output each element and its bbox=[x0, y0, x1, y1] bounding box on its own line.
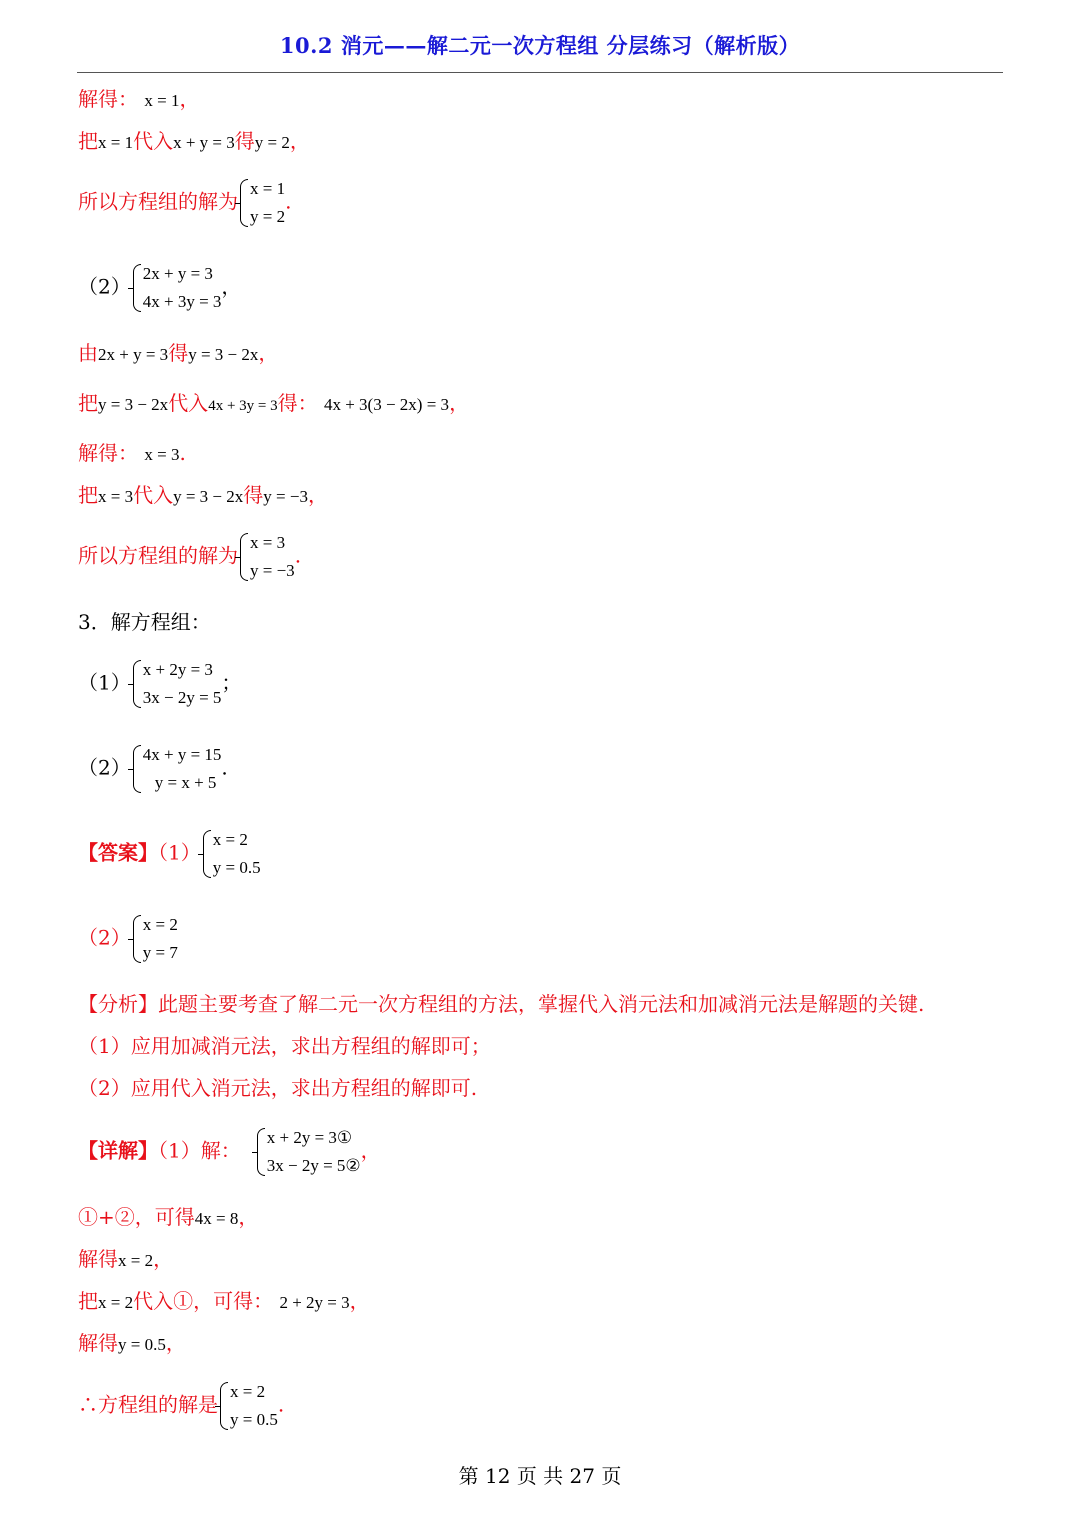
text: 由 bbox=[78, 341, 98, 365]
detail-line bbox=[78, 1124, 381, 1180]
punct: ， bbox=[307, 483, 328, 507]
equation: x = 1 bbox=[250, 179, 286, 198]
text: 把 bbox=[78, 1289, 98, 1313]
math: x = 3 bbox=[98, 487, 134, 506]
final-solution-line bbox=[78, 1378, 284, 1434]
problem-3-title bbox=[78, 608, 211, 636]
solution-line-1 bbox=[78, 175, 291, 231]
equation-system bbox=[201, 826, 261, 882]
punct: ， bbox=[165, 1331, 186, 1355]
text: 代入 bbox=[168, 391, 209, 415]
text: 代入①，可得： bbox=[133, 1289, 274, 1313]
text: 代入 bbox=[133, 483, 174, 507]
equation: x = 2 bbox=[142, 915, 178, 934]
punct: . bbox=[277, 1392, 285, 1417]
text: 解得： bbox=[78, 87, 138, 111]
text: 得 bbox=[168, 341, 189, 365]
punct: ； bbox=[221, 670, 242, 695]
math: x = 1 bbox=[98, 133, 134, 152]
equation: y = 0.5 bbox=[230, 1410, 278, 1429]
math: y = 3 − 2x bbox=[173, 487, 244, 506]
math: x = 1 bbox=[144, 91, 180, 110]
math: 2 + 2y = 3 bbox=[279, 1293, 350, 1312]
text: ∴方程组的解是 bbox=[78, 1392, 218, 1417]
answer-part-2 bbox=[78, 911, 178, 967]
solve-line-1 bbox=[78, 85, 199, 115]
text: 把 bbox=[78, 483, 98, 507]
subproblem-2 bbox=[78, 260, 241, 316]
equation-system bbox=[131, 656, 222, 712]
equation-system bbox=[131, 260, 222, 316]
punct: . bbox=[285, 189, 292, 214]
punct: ， bbox=[221, 274, 242, 299]
math: x + y = 3 bbox=[173, 133, 235, 152]
header-rule bbox=[77, 72, 1003, 73]
math: x = 3 bbox=[144, 445, 180, 464]
equation-system bbox=[218, 1378, 278, 1434]
equation: x + 2y = 3① bbox=[266, 1128, 353, 1147]
punct: ， bbox=[258, 341, 279, 365]
math: y = 3 − 2x bbox=[188, 345, 259, 364]
text: 把 bbox=[78, 391, 98, 415]
equation: 3x − 2y = 5 bbox=[142, 688, 222, 707]
problem-3-part-2 bbox=[78, 741, 228, 797]
text: 得： bbox=[277, 391, 318, 415]
equation: y = 2 bbox=[250, 207, 286, 226]
substitute-line-3 bbox=[78, 481, 328, 511]
equation: x + 2y = 3 bbox=[142, 660, 213, 679]
text: 解得 bbox=[78, 1247, 118, 1271]
punct: . bbox=[179, 441, 186, 465]
equation: 4x + 3y = 3 bbox=[142, 292, 222, 311]
math: y = 0.5 bbox=[118, 1335, 166, 1354]
text: （2）应用代入消元法，求出方程组的解即可. bbox=[78, 1076, 478, 1100]
math: x = 2 bbox=[118, 1251, 154, 1270]
problem-3-part-1 bbox=[78, 656, 241, 712]
analysis-part-1 bbox=[78, 1032, 491, 1060]
text: （2） bbox=[78, 755, 131, 780]
analysis-line bbox=[78, 990, 924, 1018]
math: x = 2 bbox=[98, 1293, 134, 1312]
math: y = −3 bbox=[263, 487, 308, 506]
punct: ， bbox=[289, 129, 310, 153]
text: 得 bbox=[243, 483, 264, 507]
text: 【分析】此题主要考查了解二元一次方程组的方法，掌握代入消元法和加减消元法是解题的关键. bbox=[78, 992, 925, 1016]
answer-line bbox=[78, 826, 261, 882]
equation: x = 2 bbox=[212, 830, 248, 849]
math: 4x = 8 bbox=[194, 1209, 239, 1228]
equation: x = 3 bbox=[250, 533, 286, 552]
math: 4x + 3y = 3 bbox=[208, 398, 278, 414]
equation-system bbox=[238, 175, 285, 231]
punct: ， bbox=[449, 391, 470, 415]
equation-system bbox=[255, 1124, 361, 1180]
page-header: 10.2 消元——解二元一次方程组 分层练习（解析版） bbox=[279, 33, 801, 58]
analysis-part-2 bbox=[78, 1074, 477, 1102]
equation-system bbox=[238, 529, 295, 585]
equation-system bbox=[131, 741, 222, 797]
equation: 2x + y = 3 bbox=[142, 264, 213, 283]
math: y = 2 bbox=[254, 133, 290, 152]
text: 把 bbox=[78, 129, 98, 153]
text: 解得 bbox=[78, 1331, 118, 1355]
punct: ， bbox=[349, 1289, 370, 1313]
answer-label: 【答案】 bbox=[78, 840, 158, 865]
text: （1） bbox=[78, 670, 131, 695]
equation: y = 7 bbox=[142, 943, 178, 962]
equation: y = 0.5 bbox=[212, 858, 261, 877]
substitute-x-line bbox=[78, 1287, 370, 1317]
equation: 4x + y = 15 bbox=[142, 745, 222, 764]
substitute-line-2 bbox=[78, 389, 469, 420]
punct: ， bbox=[238, 1205, 259, 1229]
text: （1）解： bbox=[158, 1138, 241, 1163]
punct: . bbox=[221, 755, 228, 780]
substitute-line-1 bbox=[78, 127, 310, 157]
equation: x = 2 bbox=[230, 1382, 266, 1401]
text: ①+②，可得 bbox=[78, 1205, 195, 1229]
text: 3．解方程组： bbox=[78, 610, 211, 634]
text: 所以方程组的解为 bbox=[78, 543, 238, 568]
text: 得 bbox=[234, 129, 255, 153]
text: 所以方程组的解为 bbox=[78, 189, 238, 214]
text: （1） bbox=[158, 840, 201, 865]
equation: y = −3 bbox=[250, 561, 295, 580]
solution-line-2 bbox=[78, 529, 301, 585]
add-equations-line bbox=[78, 1203, 258, 1233]
punct: . bbox=[294, 543, 302, 568]
derive-line bbox=[78, 339, 278, 369]
punct: ， bbox=[153, 1247, 174, 1271]
solve-y-line bbox=[78, 1329, 186, 1359]
text: 代入 bbox=[133, 129, 174, 153]
text: （2） bbox=[78, 925, 131, 950]
text: （1）应用加减消元法，求出方程组的解即可； bbox=[78, 1034, 491, 1058]
punct: ， bbox=[179, 87, 200, 111]
page-footer: 第 12 页 共 27 页 bbox=[458, 1464, 622, 1488]
equation: y = x + 5 bbox=[154, 773, 217, 792]
solve-line-2 bbox=[78, 439, 186, 469]
math: 4x + 3(3 − 2x) = 3 bbox=[323, 395, 450, 414]
equation: 3x − 2y = 5② bbox=[266, 1156, 361, 1175]
math: 2x + y = 3 bbox=[98, 345, 169, 364]
math: y = 3 − 2x bbox=[98, 395, 169, 414]
text: 解得： bbox=[78, 441, 138, 465]
punct: ， bbox=[360, 1138, 381, 1163]
text: （2） bbox=[78, 274, 131, 299]
equation-system bbox=[131, 911, 178, 967]
detail-label: 【详解】 bbox=[78, 1138, 158, 1163]
solve-x-line bbox=[78, 1245, 173, 1275]
